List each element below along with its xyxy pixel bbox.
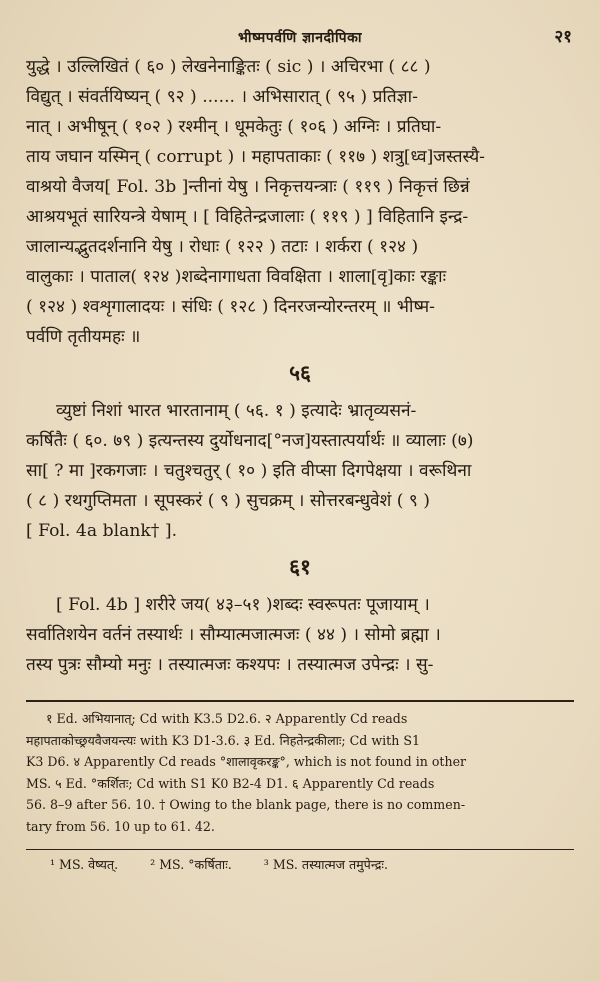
footnotes [26,708,574,837]
text-line: पर्वणि तृतीयमहः ॥ [26,327,141,347]
footnote-line: 56. 8–9 after 56. 10. † Owing to the blank page, there is no commen- [26,797,466,812]
text-line: सा[ ? मा ]रकगजाः । चतुश्चतुर् ( १० ) इति वीप्सा दिगपेक्षया । वरूथिना [26,461,472,481]
text-line: जालान्यद्भुतदर्शनानि येषु । रोधाः ( १२२ ) तटाः । शर्करा ( १२४ ) [26,237,419,257]
footnote-line: MS. ५ Ed. °कर्शितः; Cd with S1 K0 B2-4 D1. ६ Apparently Cd reads [26,775,435,791]
running-title: भीष्मपर्वणि ज्ञानदीपिका [237,30,362,46]
text-line: सर्वातिशयेन वर्तनं तस्यार्थः । सौम्यात्मजात्मजः ( ४४ ) । सोमो ब्रह्मा । [26,625,441,645]
manuscript-note: ² MS. °कर्षिताः. [150,857,232,872]
commentary-block-56 [26,396,574,546]
text-line: युद्धे । उल्लिखितं ( ६० ) लेखनेनाङ्कितः ( sic ) । अचिरभा ( ८८ ) [26,57,431,77]
text-line: ताय जघान यस्मिन् ( corrupt ) । महापताकाः ( ११७ ) शत्रु[ध्व]जस्तस्यै- [26,147,485,167]
footnote-line: tary from 56. 10 up to 61. 42. [26,818,215,834]
footnote-line: १ Ed. अभियानात्; Cd with K3.5 D2.6. २ Apparently Cd reads [46,711,408,726]
text-line: वाश्रयो वैजय[ Fol. 3b ]न्तीनां येषु । निकृत्तयन्त्राः ( ११९ ) निकृत्तं छिन्नं [26,177,470,197]
footnote-divider [26,700,574,702]
text-line: ( १२४ ) श्वशृगालादयः । संधिः ( १२८ ) दिनरजन्योरन्तरम् ॥ भीष्म- [26,297,435,317]
manuscript-note: ¹ MS. वेष्यत्. [50,857,119,872]
text-line: वालुकाः । पाताल( १२४ )शब्देनागाधता विवक्षिता । शाला[वृ]काः रङ्काः [26,267,447,287]
text-line: व्युष्टां निशां भारत भारतानाम् ( ५६. १ ) इत्यादेः भ्रातृव्यसनं- [56,401,417,421]
text-line: तस्य पुत्रः सौम्यो मनुः । तस्यात्मजः कश्यपः । तस्यात्मज उपेन्द्रः । सु- [26,655,434,675]
section-number-61: ६१ [289,554,311,579]
manuscript-notes [26,854,574,876]
footnote-line: K3 D6. ४ Apparently Cd reads °शालावृकरङ्क°, which is not found in other [26,754,467,769]
text-line: [ Fol. 4b ] शरीरे जय( ४३–५१ )शब्दः स्वरूपतः पूजायाम् । [56,595,430,615]
text-line: [ Fol. 4a blank† ]. [26,521,178,541]
commentary-block-61 [26,590,574,680]
text-line: कर्षितैः ( ६०. ७९ ) इत्यन्तस्य दुर्योधनाद[°नज]यस्तात्पर्यार्थः ॥ व्यालाः (७) [26,431,474,451]
text-line: ( ८ ) रथगुप्तिमता । सूपस्करं ( ९ ) सुचक्रम् । सोत्तरबन्धुवेशं ( ९ ) [26,491,430,511]
text-line: नात् । अभीषून् ( १०२ ) रश्मीन् । धूमकेतुः ( १०६ ) अग्निः । प्रतिघा- [26,117,442,137]
manuscript-note: ³ MS. तस्यात्मज तमुपेन्द्रः. [263,857,388,872]
page-header [26,22,574,52]
manuscript-notes-divider [26,849,574,850]
footnote-line: महापताकोच्छ्रयवैजयन्त्यः with K3 D1-3.6. ३ Ed. निहतेन्द्रकीलाः; Cd with S1 [26,732,420,748]
text-line: आश्रयभूतं सारियन्त्रे येषाम् । [ विहितेन्द्रजालाः ( ११९ ) ] विहितानि इन्द्र- [26,207,469,227]
page-number: २१ [554,27,572,47]
commentary-block-top [26,52,574,352]
section-number-56: ५६ [289,360,311,385]
text-line: विद्युत् । संवर्तयिष्यन् ( ९२ ) ...... । अभिसारात् ( ९५ ) प्रतिज्ञा- [26,87,418,107]
